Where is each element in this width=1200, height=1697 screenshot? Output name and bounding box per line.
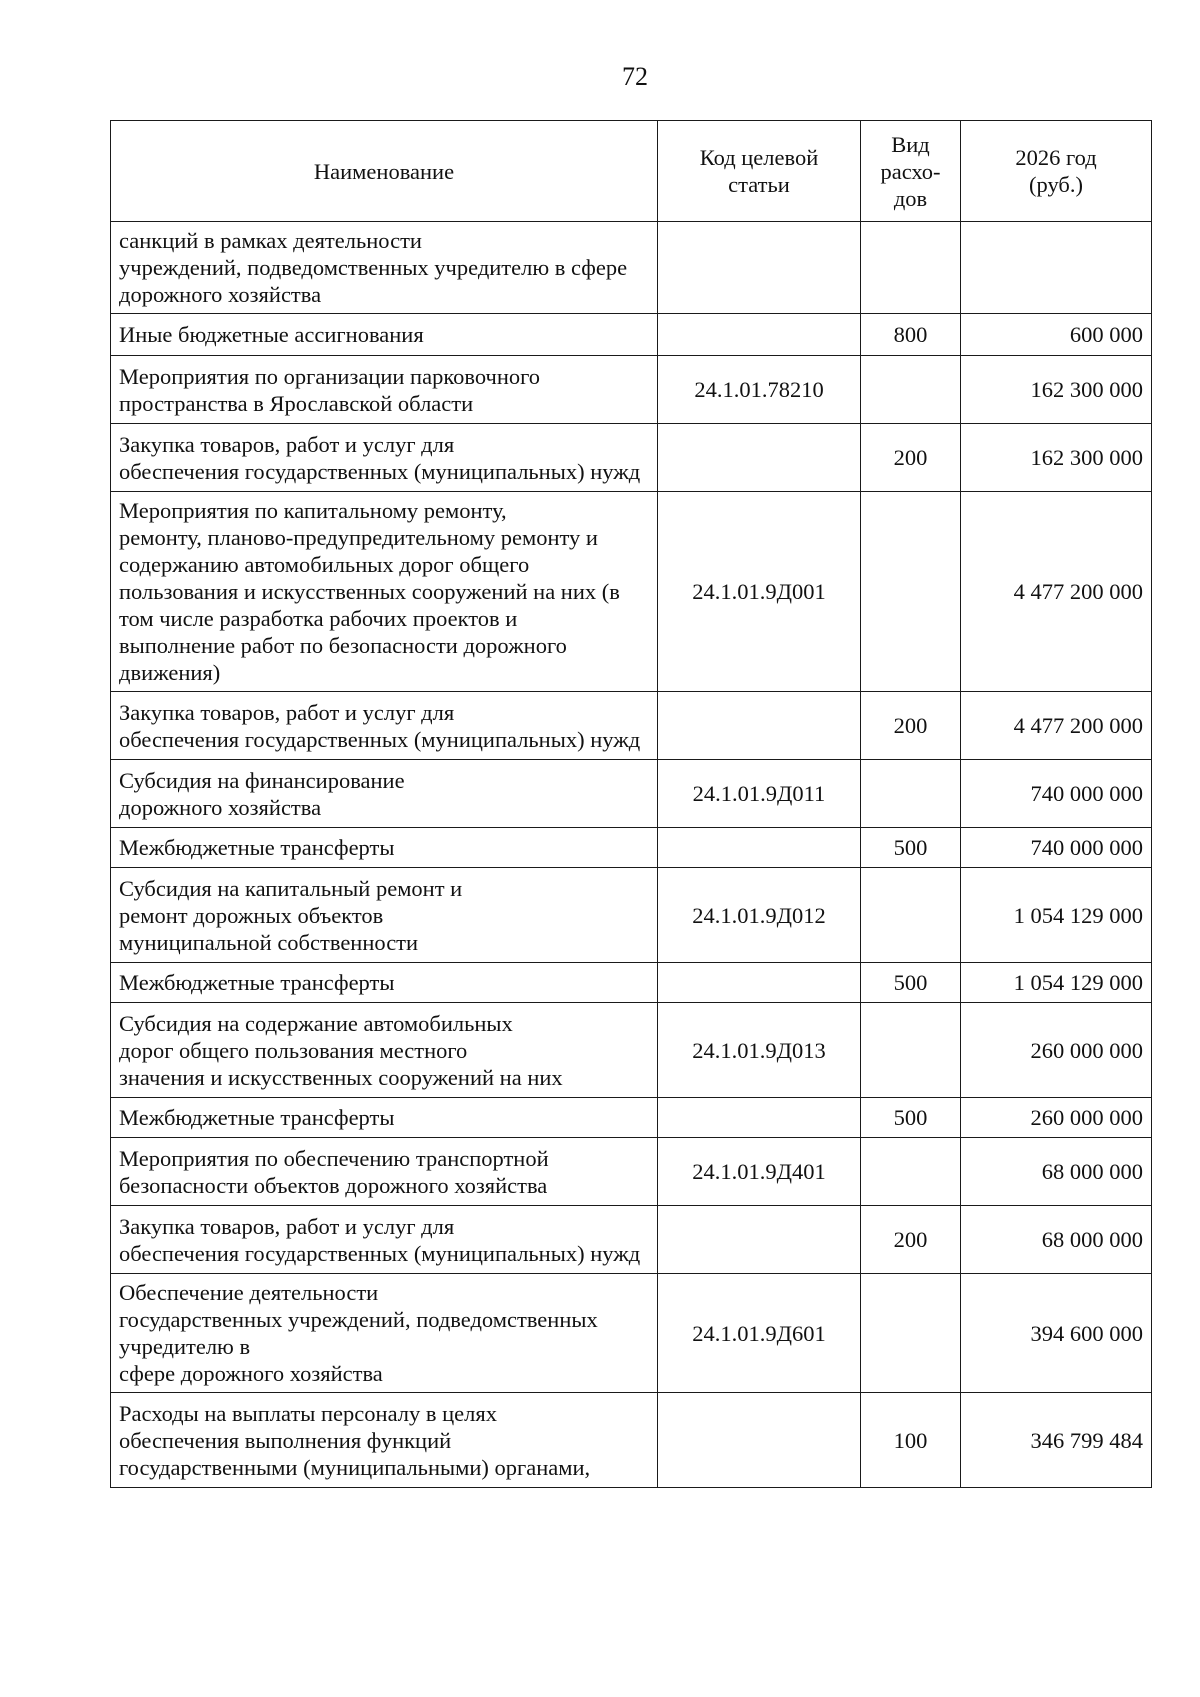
row-code: 24.1.01.9Д601 — [658, 1274, 861, 1393]
header-code: Код целевой статьи — [658, 121, 861, 222]
row-code — [658, 222, 861, 314]
row-amount: 162 300 000 — [961, 424, 1152, 492]
row-code: 24.1.01.9Д011 — [658, 760, 861, 828]
row-name: Субсидия на содержание автомобильных дорог общего пользования местного значения и искусственных сооружений на них — [111, 1003, 658, 1098]
row-amount — [961, 222, 1152, 314]
row-name: Закупка товаров, работ и услуг для обеспечения государственных (муниципальных) нужд — [111, 692, 658, 760]
table-row — [111, 868, 1152, 963]
row-code — [658, 1098, 861, 1138]
row-name: Субсидия на финансирование дорожного хозяйства — [111, 760, 658, 828]
row-kind: 500 — [861, 1098, 961, 1138]
row-code — [658, 828, 861, 868]
row-name: Межбюджетные трансферты — [111, 1098, 658, 1138]
row-amount: 260 000 000 — [961, 1098, 1152, 1138]
row-code: 24.1.01.9Д001 — [658, 492, 861, 692]
row-amount: 346 799 484 — [961, 1393, 1152, 1488]
row-kind — [861, 868, 961, 963]
header-name: Наименование — [111, 121, 658, 222]
row-amount: 162 300 000 — [961, 356, 1152, 424]
row-name: Мероприятия по капитальному ремонту, ремонту, планово-предупредительному ремонту и содержанию автомобильных дорог общего пользования и искусственных сооружений на них (в том числе разработка рабочих проектов и выполнение работ по безопасности дорожного движения) — [111, 492, 658, 692]
row-name: Мероприятия по обеспечению транспортной безопасности объектов дорожного хозяйства — [111, 1138, 658, 1206]
table-body — [111, 222, 1152, 1488]
row-amount: 600 000 — [961, 314, 1152, 356]
row-name: Закупка товаров, работ и услуг для обеспечения государственных (муниципальных) нужд — [111, 1206, 658, 1274]
row-kind — [861, 1138, 961, 1206]
row-code — [658, 963, 861, 1003]
table-row — [111, 1206, 1152, 1274]
row-kind: 200 — [861, 1206, 961, 1274]
row-amount: 4 477 200 000 — [961, 692, 1152, 760]
budget-table — [110, 120, 1152, 1488]
row-name: санкций в рамках деятельности учреждений, подведомственных учредителю в сфере дорожного хозяйства — [111, 222, 658, 314]
table-row — [111, 1098, 1152, 1138]
row-name: Расходы на выплаты персоналу в целях обеспечения выполнения функций государственными (муниципальными) органами, — [111, 1393, 658, 1488]
table-row — [111, 356, 1152, 424]
row-kind: 500 — [861, 963, 961, 1003]
row-code: 24.1.01.9Д401 — [658, 1138, 861, 1206]
row-kind — [861, 222, 961, 314]
row-kind — [861, 1274, 961, 1393]
row-kind: 200 — [861, 692, 961, 760]
row-amount: 740 000 000 — [961, 760, 1152, 828]
row-amount: 68 000 000 — [961, 1138, 1152, 1206]
row-amount: 740 000 000 — [961, 828, 1152, 868]
row-name: Иные бюджетные ассигнования — [111, 314, 658, 356]
row-name: Межбюджетные трансферты — [111, 963, 658, 1003]
row-name: Субсидия на капитальный ремонт и ремонт дорожных объектов муниципальной собственности — [111, 868, 658, 963]
table-row — [111, 1138, 1152, 1206]
row-amount: 260 000 000 — [961, 1003, 1152, 1098]
row-name: Обеспечение деятельности государственных учреждений, подведомственных учредителю в сфере дорожного хозяйства — [111, 1274, 658, 1393]
row-code — [658, 314, 861, 356]
row-kind: 800 — [861, 314, 961, 356]
row-amount: 4 477 200 000 — [961, 492, 1152, 692]
row-name: Мероприятия по организации парковочного пространства в Ярославской области — [111, 356, 658, 424]
row-name: Межбюджетные трансферты — [111, 828, 658, 868]
table-row — [111, 492, 1152, 692]
row-code — [658, 1206, 861, 1274]
table-row — [111, 692, 1152, 760]
table-row — [111, 760, 1152, 828]
table-row — [111, 963, 1152, 1003]
row-name: Закупка товаров, работ и услуг для обеспечения государственных (муниципальных) нужд — [111, 424, 658, 492]
table-row — [111, 1003, 1152, 1098]
row-code — [658, 1393, 861, 1488]
row-kind: 100 — [861, 1393, 961, 1488]
table-row — [111, 222, 1152, 314]
header-amount: 2026 год (руб.) — [961, 121, 1152, 222]
row-code — [658, 692, 861, 760]
row-amount: 1 054 129 000 — [961, 868, 1152, 963]
table-header-row — [111, 121, 1152, 222]
header-kind: Вид расхо- дов — [861, 121, 961, 222]
table-row — [111, 828, 1152, 868]
table-row — [111, 424, 1152, 492]
row-code: 24.1.01.9Д012 — [658, 868, 861, 963]
row-kind — [861, 1003, 961, 1098]
row-code — [658, 424, 861, 492]
row-code: 24.1.01.9Д013 — [658, 1003, 861, 1098]
page-number: 72 — [622, 62, 648, 91]
row-code: 24.1.01.78210 — [658, 356, 861, 424]
table-row — [111, 1274, 1152, 1393]
row-amount: 68 000 000 — [961, 1206, 1152, 1274]
row-kind — [861, 492, 961, 692]
row-kind: 500 — [861, 828, 961, 868]
row-kind: 200 — [861, 424, 961, 492]
row-amount: 1 054 129 000 — [961, 963, 1152, 1003]
table-row — [111, 1393, 1152, 1488]
row-kind — [861, 356, 961, 424]
row-amount: 394 600 000 — [961, 1274, 1152, 1393]
table-row — [111, 314, 1152, 356]
row-kind — [861, 760, 961, 828]
